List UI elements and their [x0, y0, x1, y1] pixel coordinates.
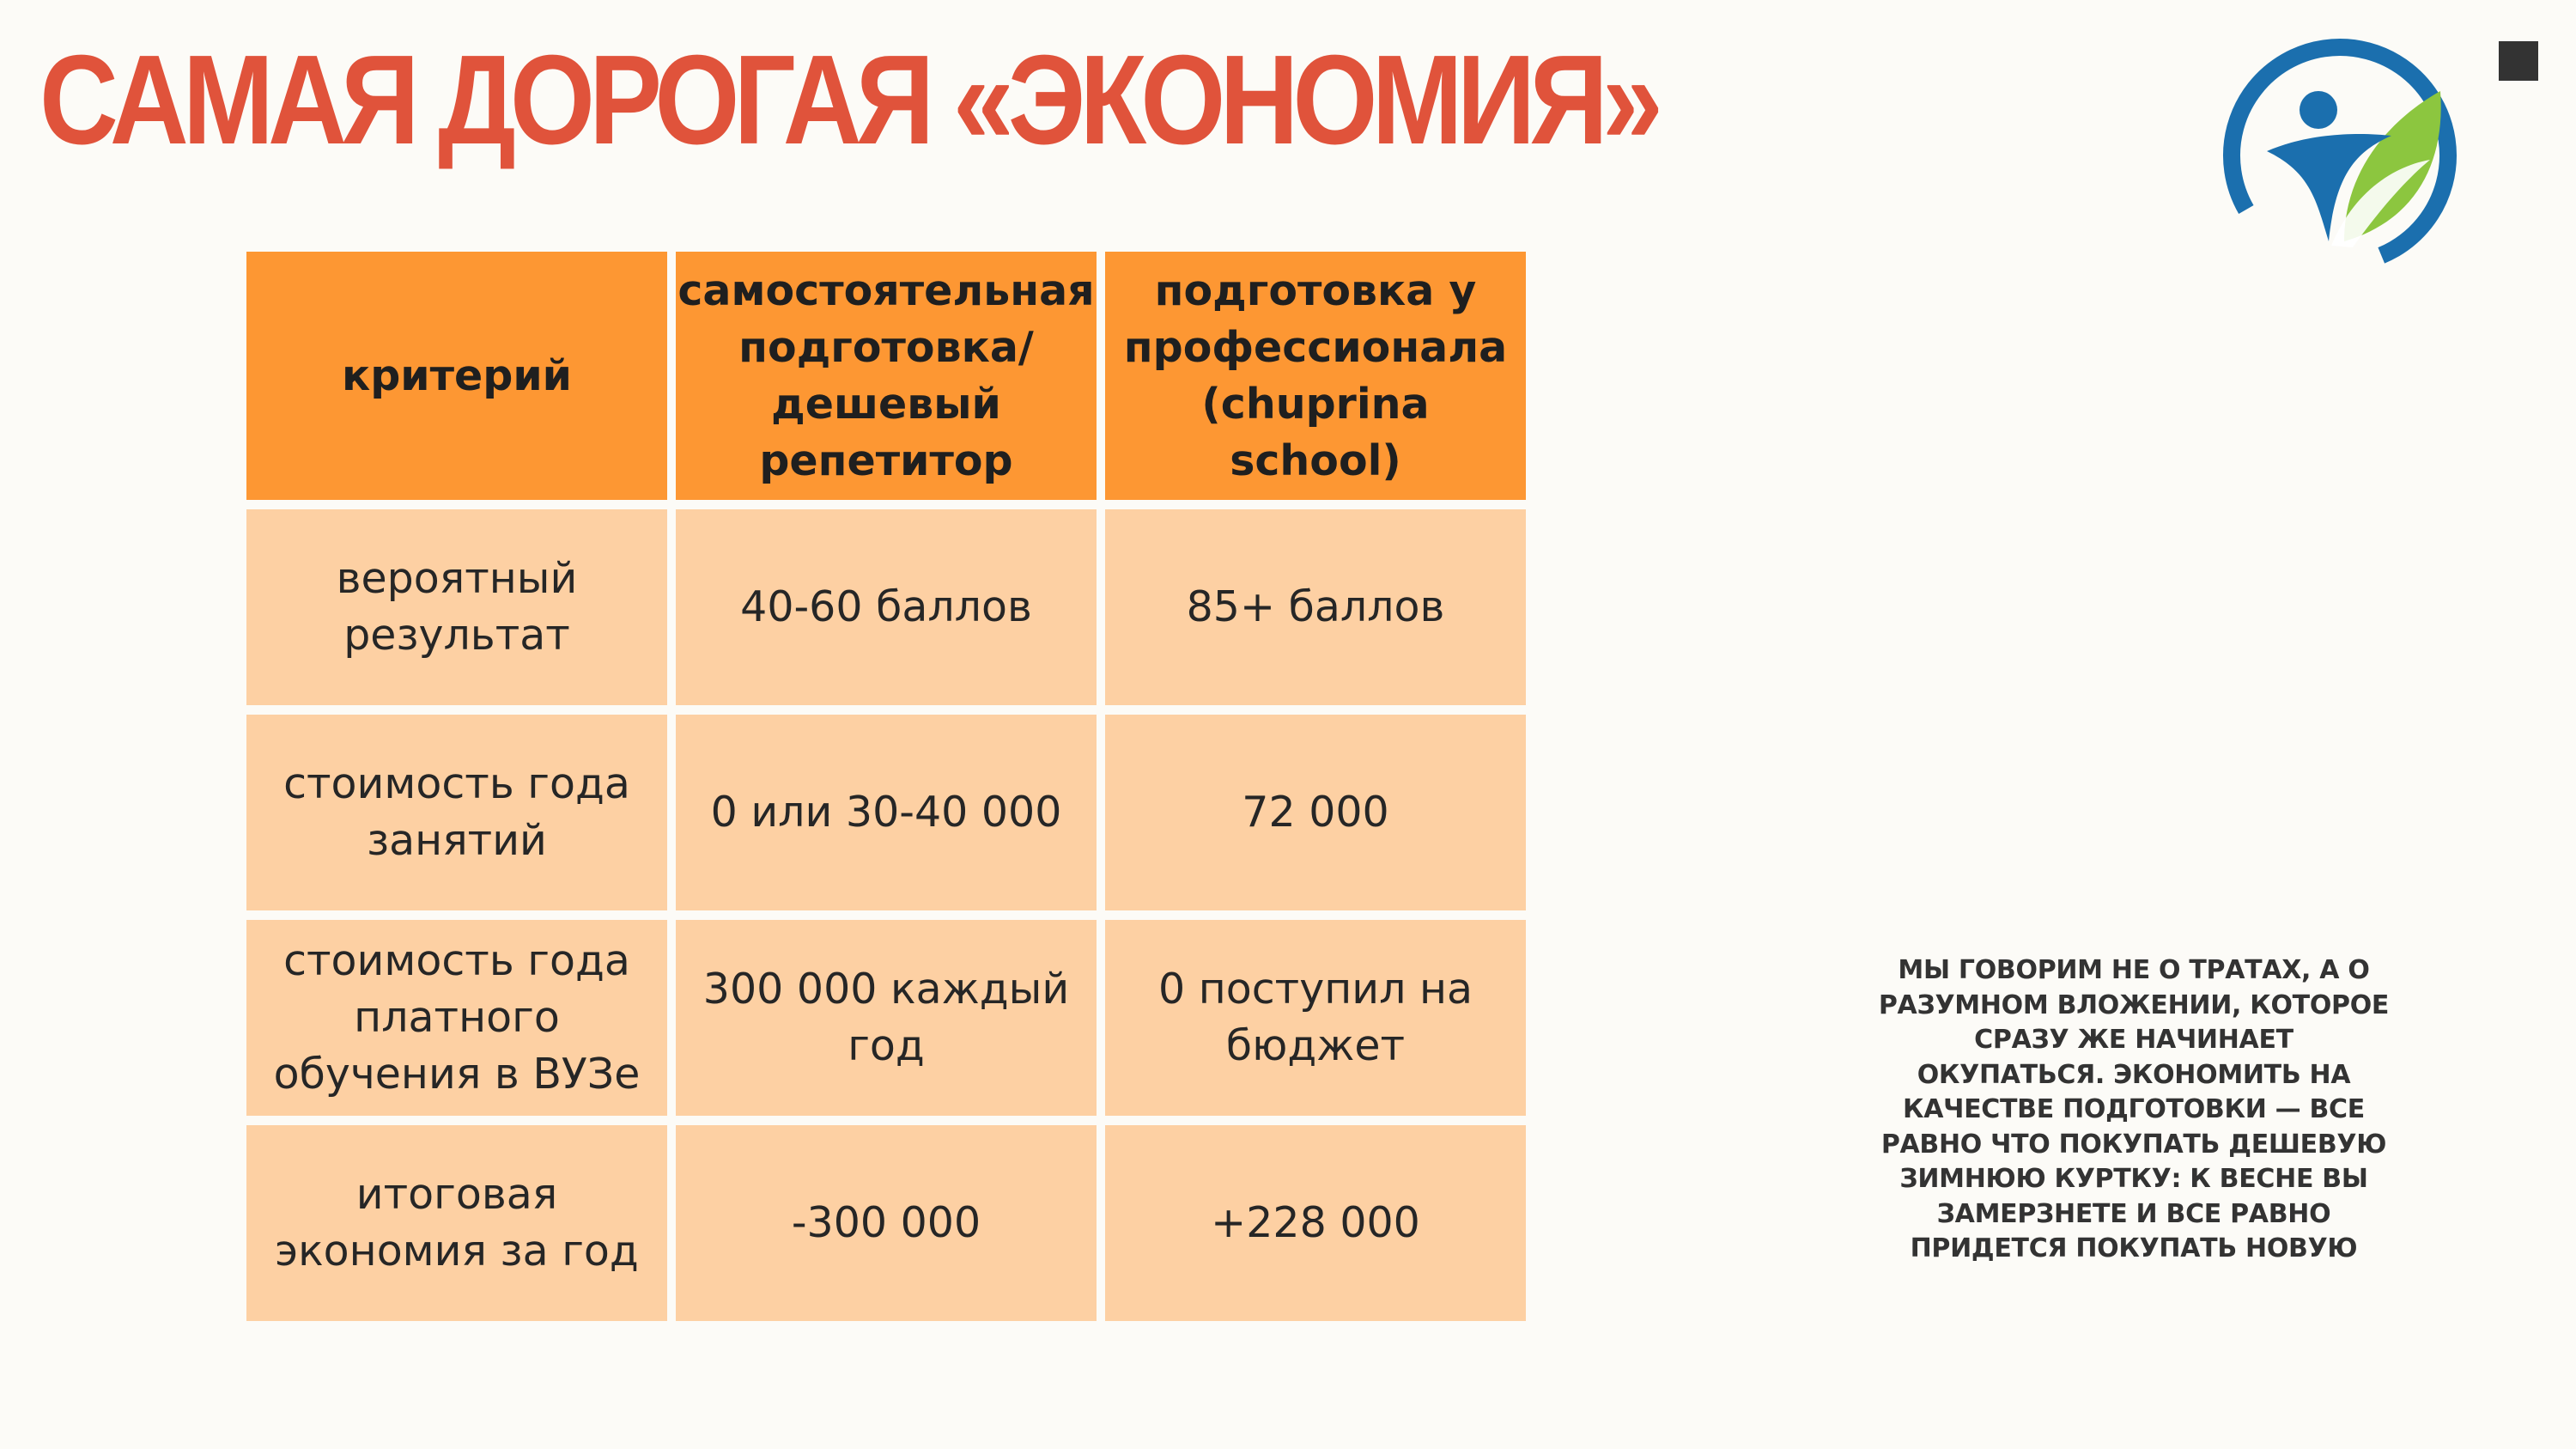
table-cell: +228 000: [1105, 1125, 1526, 1321]
table-cell: 85+ баллов: [1105, 509, 1526, 705]
table-header-professional: подготовка у профессионала (chuprina school): [1105, 252, 1526, 500]
table-cell: 40-60 баллов: [676, 509, 1097, 705]
slide-title: САМАЯ ДОРОГАЯ «ЭКОНОМИЯ»: [39, 29, 1657, 171]
table-cell: 72 000: [1105, 715, 1526, 910]
table-cell: -300 000: [676, 1125, 1097, 1321]
table-header-self-study: самостоятельная подготовка/ дешевый репетитор: [676, 252, 1097, 500]
side-note-text: МЫ ГОВОРИМ НЕ О ТРАТАХ, А О РАЗУМНОМ ВЛОЖЕНИИ, КОТОРОЕ СРАЗУ ЖЕ НАЧИНАЕТ ОКУПАТЬСЯ. ЭКОНОМИТЬ НА КАЧЕСТВЕ ПОДГОТОВКИ — ВСЕ РАВНО ЧТО ПОКУПАТЬ ДЕШЕВУЮ ЗИМНЮЮ КУРТКУ: К ВЕСНЕ ВЫ ЗАМЕРЗНЕТЕ И ВСЕ РАВНО ПРИДЕТСЯ ПОКУПАТЬ НОВУЮ: [1878, 955, 2390, 1263]
table-cell: вероятный результат: [246, 509, 667, 705]
table-cell: 0 поступил на бюджет: [1105, 920, 1526, 1116]
logo-person-head: [2300, 91, 2337, 129]
table-cell: 300 000 каждый год: [676, 920, 1097, 1116]
corner-square-marker: [2499, 41, 2538, 81]
table-header-criterion: критерий: [246, 252, 667, 500]
table-cell: стоимость года занятий: [246, 715, 667, 910]
person-leaf-circle-logo-icon: [2215, 31, 2464, 280]
comparison-table: [246, 252, 1526, 1321]
table-cell: стоимость года платного обучения в ВУЗе: [246, 920, 667, 1116]
table-cell: 0 или 30-40 000: [676, 715, 1097, 910]
table-cell: итоговая экономия за год: [246, 1125, 667, 1321]
